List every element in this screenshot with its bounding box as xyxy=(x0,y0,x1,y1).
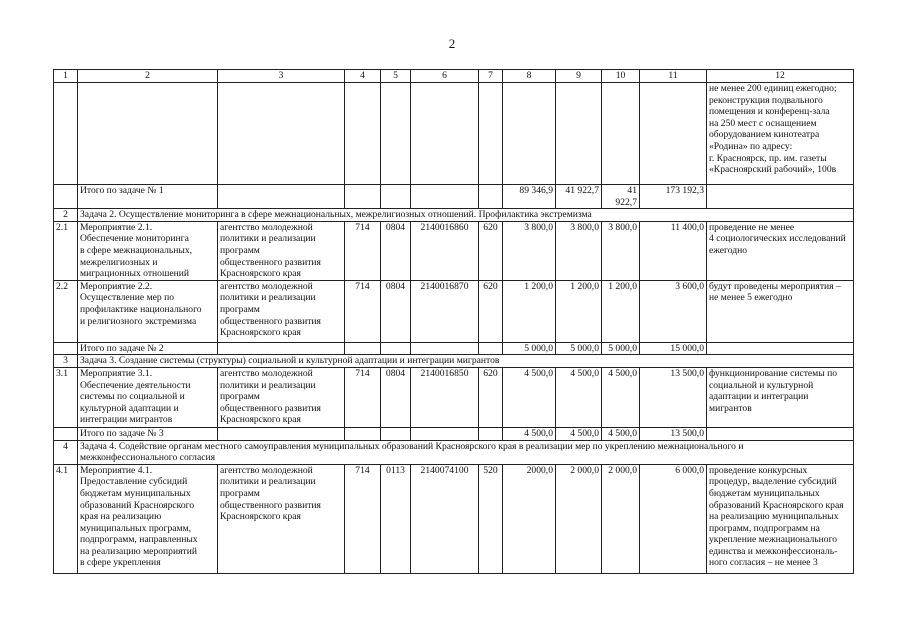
value-2017: 41 922,7 xyxy=(556,185,602,209)
code-rzpr: 0804 xyxy=(381,367,411,427)
measure-row-2-2 xyxy=(54,280,854,342)
value-2017: 2 000,0 xyxy=(556,464,602,573)
task-title: Задача 4. Содействие органам местного самоуправления муниципальных образований Красноярского края в реализации мер по укреплению межнационального и межконфессионального согласия xyxy=(78,440,854,464)
column-header: 6 xyxy=(411,70,479,83)
task-row-2 xyxy=(54,209,854,222)
measure-number: 2.1 xyxy=(54,221,78,280)
grbs-name: агентство молодежной политики и реализации программ общественного развития Красноярского края xyxy=(218,221,345,280)
code-csr: 2140016860 xyxy=(411,221,479,280)
value-2018: 4 500,0 xyxy=(602,427,640,440)
code-vr: 620 xyxy=(479,367,503,427)
code-rzpr: 0804 xyxy=(381,280,411,342)
value-2018: 3 800,0 xyxy=(602,221,640,280)
value-2018: 1 200,0 xyxy=(602,280,640,342)
value-2016: 4 500,0 xyxy=(503,427,556,440)
result-cell: не менее 200 единиц ежегодно; реконструкция подвального помещения и конференц-зала на 250 мест с оснащением оборудованием кинотеатра «Родина» по адресу: г. Красноярск, пр. им. газеты «Красноярский рабочий», 100в xyxy=(707,83,854,185)
result-cell: функционирование системы по социальной и культурной адаптации и интеграции мигрантов xyxy=(707,367,854,427)
code-grbs: 714 xyxy=(345,367,381,427)
total-label: Итого по задаче № 3 xyxy=(78,427,218,440)
measure-name: Мероприятие 2.2. Осуществление мер по профилактике национального и религиозного экстремизма xyxy=(78,280,218,342)
code-grbs: 714 xyxy=(345,280,381,342)
measures-table xyxy=(53,69,854,574)
page-number: 2 xyxy=(448,36,456,51)
code-csr: 2140016870 xyxy=(411,280,479,342)
column-header: 11 xyxy=(640,70,707,83)
code-vr: 620 xyxy=(479,221,503,280)
total-row-task-2 xyxy=(54,342,854,355)
task-title: Задача 2. Осуществление мониторинга в сфере межнациональных, межрелигиозных отношений. Профилактика экстремизма xyxy=(78,209,854,222)
total-row-task-3 xyxy=(54,427,854,440)
column-header: 5 xyxy=(381,70,411,83)
value-2016: 5 000,0 xyxy=(503,342,556,355)
value-total: 6 000,0 xyxy=(640,464,707,573)
code-rzpr: 0113 xyxy=(381,464,411,573)
column-header: 2 xyxy=(78,70,218,83)
value-2018: 4 500,0 xyxy=(602,367,640,427)
column-header: 9 xyxy=(556,70,602,83)
code-rzpr: 0804 xyxy=(381,221,411,280)
code-grbs: 714 xyxy=(345,464,381,573)
measure-name: Мероприятие 3.1. Обеспечение деятельности системы по социальной и культурной адаптации и интеграции мигрантов xyxy=(78,367,218,427)
column-header: 7 xyxy=(479,70,503,83)
column-header: 3 xyxy=(218,70,345,83)
value-2016: 2000,0 xyxy=(503,464,556,573)
column-header: 4 xyxy=(345,70,381,83)
value-total: 173 192,3 xyxy=(640,185,707,209)
value-2017: 4 500,0 xyxy=(556,427,602,440)
column-header: 12 xyxy=(707,70,854,83)
value-total: 13 500,0 xyxy=(640,367,707,427)
task-row-3 xyxy=(54,355,854,368)
measure-name: Мероприятие 4.1. Предоставление субсидий бюджетам муниципальных образований Красноярского края на реализацию муниципальных программ, подпрограмм, направленных на реализацию мероприятий в сфере укрепления xyxy=(78,464,218,573)
measure-row-4-1 xyxy=(54,464,854,573)
code-vr: 620 xyxy=(479,280,503,342)
code-grbs: 714 xyxy=(345,221,381,280)
task-row-4 xyxy=(54,440,854,464)
task-number: 2 xyxy=(54,209,78,222)
value-2018: 5 000,0 xyxy=(602,342,640,355)
task-title: Задача 3. Создание системы (структуры) социальной и культурной адаптации и интеграции мигрантов xyxy=(78,355,854,368)
measure-number: 4.1 xyxy=(54,464,78,573)
grbs-name: агентство молодежной политики и реализации программ общественного развития Красноярского края xyxy=(218,367,345,427)
value-2017: 3 800,0 xyxy=(556,221,602,280)
value-2018: 41 922,7 xyxy=(602,185,640,209)
column-header: 8 xyxy=(503,70,556,83)
code-csr: 2140074100 xyxy=(411,464,479,573)
task-number: 3 xyxy=(54,355,78,368)
value-total: 3 600,0 xyxy=(640,280,707,342)
column-header-row xyxy=(54,70,854,83)
value-2017: 5 000,0 xyxy=(556,342,602,355)
total-row-task-1 xyxy=(54,185,854,209)
measure-row-3-1 xyxy=(54,367,854,427)
column-header: 1 xyxy=(54,70,78,83)
grbs-name: агентство молодежной политики и реализации программ общественного развития Красноярского края xyxy=(218,280,345,342)
task-number: 4 xyxy=(54,440,78,464)
value-total: 15 000,0 xyxy=(640,342,707,355)
total-label: Итого по задаче № 2 xyxy=(78,342,218,355)
column-header: 10 xyxy=(602,70,640,83)
result-cell: проведение не менее 4 социологических исследований ежегодно xyxy=(707,221,854,280)
value-2017: 4 500,0 xyxy=(556,367,602,427)
measure-number: 3.1 xyxy=(54,367,78,427)
result-cell: проведение конкурсных процедур, выделение субсидий бюджетам муниципальных образований Красноярского края на реализацию муниципальных программ, подпрограмм на укрепление межнационального единства и межконфессиональ- ного согласия – не менее 3 xyxy=(707,464,854,573)
measure-name: Мероприятие 2.1. Обеспечение мониторинга в сфере межнациональных, межрелигиозных и миграционных отношений xyxy=(78,221,218,280)
value-total: 11 400,0 xyxy=(640,221,707,280)
value-2016: 89 346,9 xyxy=(503,185,556,209)
measure-number: 2.2 xyxy=(54,280,78,342)
carryover-row xyxy=(54,83,854,185)
code-vr: 520 xyxy=(479,464,503,573)
value-2018: 2 000,0 xyxy=(602,464,640,573)
value-total: 13 500,0 xyxy=(640,427,707,440)
value-2016: 1 200,0 xyxy=(503,280,556,342)
value-2016: 3 800,0 xyxy=(503,221,556,280)
result-cell: будут проведены мероприятия – не менее 5 ежегодно xyxy=(707,280,854,342)
code-csr: 2140016850 xyxy=(411,367,479,427)
value-2017: 1 200,0 xyxy=(556,280,602,342)
value-2016: 4 500,0 xyxy=(503,367,556,427)
measure-row-2-1 xyxy=(54,221,854,280)
total-label: Итого по задаче № 1 xyxy=(78,185,218,209)
grbs-name: агентство молодежной политики и реализации программ общественного развития Красноярского края xyxy=(218,464,345,573)
